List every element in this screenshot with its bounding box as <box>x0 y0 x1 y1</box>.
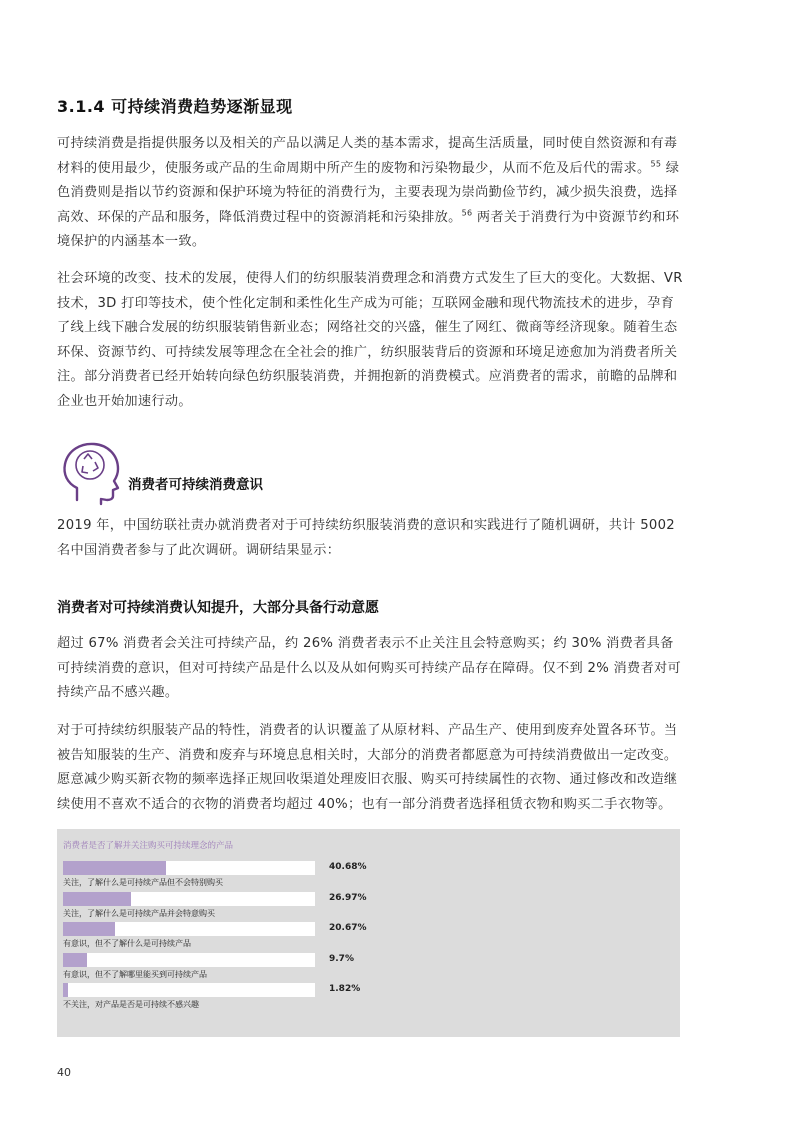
paragraph-sustainable-consumption <box>57 132 687 255</box>
paragraph-text: 绿色消费则是指以节约资源和保护环境为特征的消费行为，主要表现为崇尚勤俭节约，减少损失浪费，选择高效、环保的产品和服务，降低消费过程中的资源消耗和污染排放。 <box>57 160 680 225</box>
section-heading: 3.1.4 可持续消费趋势逐渐显现 <box>57 97 293 116</box>
bar <box>63 922 115 936</box>
page-number: 40 <box>57 1066 71 1079</box>
bar-category-label: 不关注，对产品是否是可持续不感兴趣 <box>63 1000 199 1009</box>
bar-track <box>63 892 315 906</box>
bar-track <box>63 861 315 875</box>
footnote-ref[interactable]: 55 <box>650 159 662 169</box>
bar-category-label: 关注，了解什么是可持续产品但不会特别购买 <box>63 878 223 887</box>
bar <box>63 861 166 875</box>
paragraph-text: 两者关于消费行为中资源节约和环境保护的内涵基本一致。 <box>57 209 680 249</box>
bar-row <box>63 892 675 922</box>
bar-row <box>63 983 675 1013</box>
bar-category-label: 有意识，但不了解什么是可持续产品 <box>63 939 191 948</box>
paragraph-characteristics: 对于可持续纺织服装产品的特性，消费者的认识覆盖了从原材料、产品生产、使用到废弃处置各环节。当被告知服装的生产、消费和废弃与环境息息相关时，大部分的消费者都愿意为可持续消费做出一定改变。愿意减少购买新衣物的频率选择正规回收渠道处理废旧衣服、购买可持续属性的衣物、通过修改和改造继续使用不喜欢不适合的衣物的消费者均超过 40%；也有一部分消费者选择租赁衣物和购买二手衣物等。 <box>57 723 678 812</box>
bar-value-label: 26.97% <box>329 892 367 903</box>
paragraph-social-change: 社会环境的改变、技术的发展，使得人们的纺织服装消费理念和消费方式发生了巨大的变化。大数据、VR 技术，3D 打印等技术，使个性化定制和柔性化生产成为可能；互联网金融和现代物流技术的进步，孕育了线上线下融合发展的纺织服装销售新业态；网络社交的兴盛，催生了网红、微商等经济现象。随着生态环保、资源节约、可持续发展等理念在全社会的推广，纺织服装背后的资源和环境足迹愈加为消费者所关注。部分消费者已经开始转向绿色纺织服装消费，并拥抱新的消费模式。应消费者的需求，前瞻的品牌和企业也开始加速行动。 <box>57 271 683 409</box>
paragraph-text: 可持续消费是指提供服务以及相关的产品以满足人类的基本需求，提高生活质量，同时使自然资源和有毒材料的使用最少，使服务或产品的生命周期中所产生的废物和污染物最少，从而不危及后代的需求。 <box>57 136 678 176</box>
bar-row <box>63 953 675 983</box>
bar-category-label: 关注，了解什么是可持续产品并会特意购买 <box>63 908 215 918</box>
bar-track <box>63 983 315 997</box>
paragraph-awareness: 超过 67% 消费者会关注可持续产品，约 26% 消费者表示不止关注且会特意购买；约 30% 消费者具备可持续消费的意识，但对可持续产品是什么以及从如何购买可持续产品存在障碍。仅不到 2% 消费者对可持续产品不感兴趣。 <box>57 636 681 700</box>
chart-title: 消费者是否了解并关注购买可持续理念的产品 <box>63 841 234 851</box>
subheading: 消费者对可持续消费认知提升，大部分具备行动意愿 <box>57 600 379 616</box>
bar <box>63 953 87 967</box>
bar <box>63 983 68 997</box>
chart-panel <box>57 829 680 1037</box>
footnote-ref[interactable]: 56 <box>461 208 473 218</box>
bar-value-label: 9.7% <box>329 953 354 964</box>
bar-category-label: 有意识，但不了解哪里能买到可持续产品 <box>63 969 207 979</box>
bar <box>63 892 131 906</box>
bar-track <box>63 922 315 936</box>
bar-track <box>63 953 315 967</box>
bar-value-label: 20.67% <box>329 923 367 933</box>
bar-value-label: 40.68% <box>329 862 367 872</box>
head-recycle-icon <box>57 438 127 508</box>
paragraph-survey-intro: 2019 年，中国纺联社责办就消费者对于可持续纺织服装消费的意识和实践进行了随机调研，共计 5002 名中国消费者参与了此次调研。调研结果显示： <box>57 518 676 558</box>
bar-row <box>63 861 675 891</box>
bar-value-label: 1.82% <box>329 984 361 994</box>
section-label: 消费者可持续消费意识 <box>128 477 263 493</box>
bar-row <box>63 922 675 952</box>
